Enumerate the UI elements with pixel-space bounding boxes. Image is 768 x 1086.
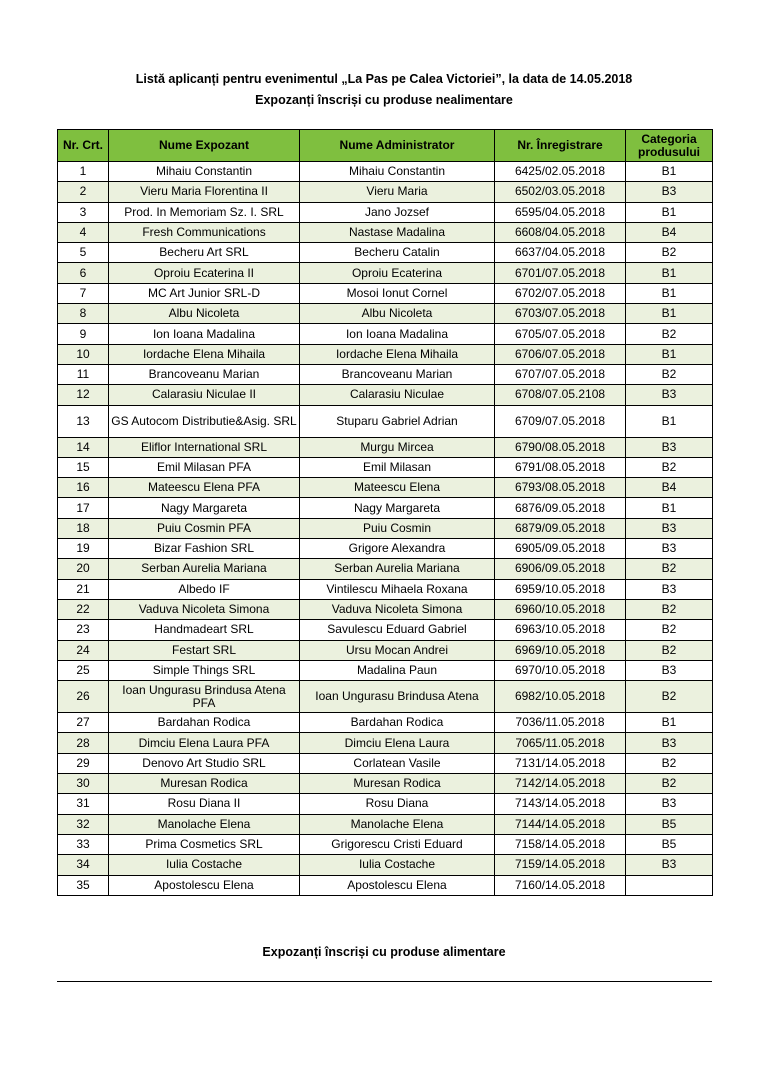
cell-nr-crt: 9 [58,324,109,344]
cell-categoria: B3 [626,660,713,680]
table-row [58,222,713,242]
cell-nume-administrator: Ion Ioana Madalina [300,324,495,344]
cell-nr-crt: 12 [58,385,109,405]
table-row [58,518,713,538]
cell-nume-administrator: Becheru Catalin [300,243,495,263]
cell-categoria: B4 [626,478,713,498]
cell-nume-expozant: Vieru Maria Florentina II [109,182,300,202]
header-categoria-produsului: Categoria produsului [626,130,713,162]
cell-nr-inregistrare: 6959/10.05.2018 [495,579,626,599]
cell-nr-crt: 7 [58,283,109,303]
cell-categoria: B2 [626,457,713,477]
cell-nume-administrator: Nagy Margareta [300,498,495,518]
cell-nume-administrator: Bardahan Rodica [300,713,495,733]
cell-nr-crt: 30 [58,774,109,794]
cell-categoria: B2 [626,243,713,263]
cell-categoria: B4 [626,222,713,242]
table-row [58,364,713,384]
cell-categoria: B2 [626,774,713,794]
cell-categoria: B3 [626,794,713,814]
cell-nr-crt: 21 [58,579,109,599]
cell-nr-inregistrare: 7159/14.05.2018 [495,855,626,875]
applicants-table [57,129,713,896]
table-row [58,774,713,794]
table-row [58,283,713,303]
cell-categoria: B2 [626,324,713,344]
cell-nume-expozant: Brancoveanu Marian [109,364,300,384]
cell-categoria: B1 [626,304,713,324]
cell-nume-expozant: Muresan Rodica [109,774,300,794]
cell-categoria: B2 [626,753,713,773]
cell-categoria: B3 [626,518,713,538]
table-row [58,713,713,733]
cell-categoria: B3 [626,855,713,875]
cell-nume-expozant: Eliflor International SRL [109,437,300,457]
cell-nume-administrator: Ursu Mocan Andrei [300,640,495,660]
table-row [58,162,713,182]
cell-nume-administrator: Stuparu Gabriel Adrian [300,405,495,437]
cell-categoria: B2 [626,364,713,384]
cell-nr-crt: 10 [58,344,109,364]
cell-categoria: B2 [626,640,713,660]
cell-nr-inregistrare: 6705/07.05.2018 [495,324,626,344]
cell-categoria: B2 [626,620,713,640]
cell-nr-inregistrare: 7142/14.05.2018 [495,774,626,794]
cell-nume-expozant: Vaduva Nicoleta Simona [109,599,300,619]
cell-nr-crt: 17 [58,498,109,518]
table-row [58,243,713,263]
cell-nr-crt: 20 [58,559,109,579]
cell-nume-expozant: Festart SRL [109,640,300,660]
cell-nume-administrator: Puiu Cosmin [300,518,495,538]
cell-nr-crt: 22 [58,599,109,619]
cell-nr-crt: 2 [58,182,109,202]
table-row [58,263,713,283]
table-row [58,733,713,753]
cell-nume-administrator: Corlatean Vasile [300,753,495,773]
cell-categoria: B2 [626,559,713,579]
cell-nume-administrator: Jano Jozsef [300,202,495,222]
cell-nr-inregistrare: 7143/14.05.2018 [495,794,626,814]
cell-nr-inregistrare: 6703/07.05.2018 [495,304,626,324]
cell-nr-inregistrare: 6706/07.05.2018 [495,344,626,364]
cell-categoria: B3 [626,733,713,753]
cell-nr-inregistrare: 7144/14.05.2018 [495,814,626,834]
cell-nume-administrator: Calarasiu Niculae [300,385,495,405]
cell-nr-inregistrare: 6608/04.05.2018 [495,222,626,242]
cell-nr-inregistrare: 6791/08.05.2018 [495,457,626,477]
cell-nr-inregistrare: 6502/03.05.2018 [495,182,626,202]
cell-categoria: B5 [626,814,713,834]
cell-categoria: B3 [626,182,713,202]
cell-nr-crt: 18 [58,518,109,538]
cell-nr-crt: 31 [58,794,109,814]
table-row [58,405,713,437]
cell-nr-inregistrare: 6960/10.05.2018 [495,599,626,619]
cell-nume-administrator: Dimciu Elena Laura [300,733,495,753]
table-row [58,385,713,405]
cell-nume-administrator: Apostolescu Elena [300,875,495,895]
header-nume-administrator: Nume Administrator [300,130,495,162]
header-nr-crt: Nr. Crt. [58,130,109,162]
cell-nume-expozant: MC Art Junior SRL-D [109,283,300,303]
cell-nume-expozant: Albedo IF [109,579,300,599]
table-row [58,620,713,640]
table-header-row [58,130,713,162]
cell-nume-administrator: Savulescu Eduard Gabriel [300,620,495,640]
cell-nr-inregistrare: 6876/09.05.2018 [495,498,626,518]
cell-categoria: B3 [626,579,713,599]
table-row [58,559,713,579]
cell-nr-crt: 23 [58,620,109,640]
cell-nume-administrator: Vieru Maria [300,182,495,202]
table-row [58,539,713,559]
cell-nr-crt: 32 [58,814,109,834]
cell-nr-crt: 4 [58,222,109,242]
cell-nume-administrator: Vaduva Nicoleta Simona [300,599,495,619]
cell-nume-administrator: Emil Milasan [300,457,495,477]
cell-nr-crt: 11 [58,364,109,384]
cell-nr-inregistrare: 7158/14.05.2018 [495,834,626,854]
cell-nume-administrator: Brancoveanu Marian [300,364,495,384]
cell-categoria: B3 [626,539,713,559]
table-row [58,579,713,599]
cell-categoria: B1 [626,202,713,222]
cell-nume-administrator: Rosu Diana [300,794,495,814]
cell-nr-inregistrare: 6793/08.05.2018 [495,478,626,498]
cell-nume-expozant: Ion Ioana Madalina [109,324,300,344]
cell-nume-expozant: Iordache Elena Mihaila [109,344,300,364]
cell-nr-crt: 8 [58,304,109,324]
cell-nume-expozant: Rosu Diana II [109,794,300,814]
cell-nume-expozant: Mateescu Elena PFA [109,478,300,498]
cell-categoria: B1 [626,283,713,303]
cell-nr-crt: 15 [58,457,109,477]
cell-nr-inregistrare: 6906/09.05.2018 [495,559,626,579]
cell-nr-crt: 14 [58,437,109,457]
cell-nume-expozant: Oproiu Ecaterina II [109,263,300,283]
section-title-nonfood: Expozanți înscriși cu produse nealimentare [255,93,513,107]
table-row [58,457,713,477]
cell-nr-inregistrare: 6425/02.05.2018 [495,162,626,182]
section-title-food: Expozanți înscriși cu produse alimentare [262,945,506,959]
table-row [58,182,713,202]
cell-nume-expozant: Denovo Art Studio SRL [109,753,300,773]
cell-nume-expozant: Albu Nicoleta [109,304,300,324]
cell-nr-crt: 1 [58,162,109,182]
cell-nr-crt: 33 [58,834,109,854]
cell-nume-administrator: Iordache Elena Mihaila [300,344,495,364]
cell-nume-expozant: Prod. In Memoriam Sz. I. SRL [109,202,300,222]
cell-nume-administrator: Serban Aurelia Mariana [300,559,495,579]
cell-nr-inregistrare: 6707/07.05.2018 [495,364,626,384]
cell-nume-expozant: Becheru Art SRL [109,243,300,263]
cell-categoria: B3 [626,385,713,405]
table-row [58,681,713,713]
cell-nume-expozant: Ioan Ungurasu Brindusa Atena PFA [109,681,300,713]
cell-nr-crt: 13 [58,405,109,437]
cell-nume-administrator: Iulia Costache [300,855,495,875]
table-row [58,344,713,364]
cell-categoria [626,875,713,895]
table-row [58,478,713,498]
cell-categoria: B1 [626,713,713,733]
divider-line [57,981,712,982]
cell-nume-expozant: Nagy Margareta [109,498,300,518]
cell-categoria: B1 [626,344,713,364]
cell-nr-crt: 35 [58,875,109,895]
cell-nr-inregistrare: 7036/11.05.2018 [495,713,626,733]
table-row [58,875,713,895]
table-row [58,437,713,457]
table-row [58,304,713,324]
cell-nume-expozant: Mihaiu Constantin [109,162,300,182]
cell-categoria: B3 [626,437,713,457]
cell-nume-expozant: Calarasiu Niculae II [109,385,300,405]
cell-categoria: B5 [626,834,713,854]
cell-nr-inregistrare: 6963/10.05.2018 [495,620,626,640]
cell-nr-crt: 25 [58,660,109,680]
cell-nr-inregistrare: 6969/10.05.2018 [495,640,626,660]
table-row [58,640,713,660]
cell-nr-crt: 3 [58,202,109,222]
header-nr-inregistrare: Nr. Înregistrare [495,130,626,162]
table-row [58,660,713,680]
document-title: Listă aplicanți pentru evenimentul „La Pas pe Calea Victoriei”, la data de 14.05.2018 [135,72,633,86]
cell-nr-inregistrare: 6702/07.05.2018 [495,283,626,303]
cell-nume-expozant: Manolache Elena [109,814,300,834]
cell-nr-crt: 5 [58,243,109,263]
cell-nr-crt: 28 [58,733,109,753]
cell-nr-inregistrare: 6982/10.05.2018 [495,681,626,713]
cell-nume-administrator: Nastase Madalina [300,222,495,242]
cell-nume-administrator: Manolache Elena [300,814,495,834]
cell-nume-administrator: Mateescu Elena [300,478,495,498]
table-row [58,834,713,854]
cell-nr-crt: 16 [58,478,109,498]
table-row [58,855,713,875]
cell-nume-expozant: Emil Milasan PFA [109,457,300,477]
cell-categoria: B1 [626,498,713,518]
cell-categoria: B2 [626,599,713,619]
cell-nr-inregistrare: 7131/14.05.2018 [495,753,626,773]
cell-nr-inregistrare: 6970/10.05.2018 [495,660,626,680]
cell-nume-expozant: Serban Aurelia Mariana [109,559,300,579]
cell-categoria: B1 [626,405,713,437]
table-body [58,162,713,896]
cell-nume-expozant: Apostolescu Elena [109,875,300,895]
table-row [58,794,713,814]
cell-nr-inregistrare: 7065/11.05.2018 [495,733,626,753]
cell-nume-administrator: Muresan Rodica [300,774,495,794]
cell-nume-administrator: Grigore Alexandra [300,539,495,559]
cell-nume-administrator: Vintilescu Mihaela Roxana [300,579,495,599]
cell-categoria: B1 [626,162,713,182]
cell-nr-crt: 19 [58,539,109,559]
table-row [58,202,713,222]
table-row [58,753,713,773]
cell-nr-inregistrare: 6879/09.05.2018 [495,518,626,538]
header-nume-expozant: Nume Expozant [109,130,300,162]
cell-nr-crt: 26 [58,681,109,713]
table-row [58,498,713,518]
cell-nume-expozant: Handmadeart SRL [109,620,300,640]
cell-nume-administrator: Grigorescu Cristi Eduard [300,834,495,854]
cell-categoria: B2 [626,681,713,713]
table-row [58,599,713,619]
cell-categoria: B1 [626,263,713,283]
cell-nume-expozant: Puiu Cosmin PFA [109,518,300,538]
cell-nr-inregistrare: 6709/07.05.2018 [495,405,626,437]
cell-nr-inregistrare: 7160/14.05.2018 [495,875,626,895]
cell-nr-crt: 24 [58,640,109,660]
cell-nr-crt: 6 [58,263,109,283]
cell-nume-expozant: Bardahan Rodica [109,713,300,733]
cell-nume-administrator: Murgu Mircea [300,437,495,457]
cell-nr-inregistrare: 6595/04.05.2018 [495,202,626,222]
table-row [58,324,713,344]
cell-nume-administrator: Mosoi Ionut Cornel [300,283,495,303]
cell-nr-inregistrare: 6708/07.05.2108 [495,385,626,405]
cell-nr-inregistrare: 6790/08.05.2018 [495,437,626,457]
cell-nume-administrator: Madalina Paun [300,660,495,680]
cell-nume-administrator: Albu Nicoleta [300,304,495,324]
cell-nr-inregistrare: 6905/09.05.2018 [495,539,626,559]
cell-nr-crt: 27 [58,713,109,733]
cell-nume-administrator: Ioan Ungurasu Brindusa Atena [300,681,495,713]
cell-nr-inregistrare: 6701/07.05.2018 [495,263,626,283]
cell-nr-inregistrare: 6637/04.05.2018 [495,243,626,263]
cell-nume-expozant: Dimciu Elena Laura PFA [109,733,300,753]
table-row [58,814,713,834]
cell-nume-expozant: GS Autocom Distributie&Asig. SRL [109,405,300,437]
cell-nr-crt: 34 [58,855,109,875]
cell-nume-administrator: Oproiu Ecaterina [300,263,495,283]
cell-nr-crt: 29 [58,753,109,773]
cell-nume-expozant: Bizar Fashion SRL [109,539,300,559]
cell-nume-expozant: Prima Cosmetics SRL [109,834,300,854]
cell-nume-expozant: Simple Things SRL [109,660,300,680]
cell-nume-expozant: Fresh Communications [109,222,300,242]
cell-nume-expozant: Iulia Costache [109,855,300,875]
cell-nume-administrator: Mihaiu Constantin [300,162,495,182]
